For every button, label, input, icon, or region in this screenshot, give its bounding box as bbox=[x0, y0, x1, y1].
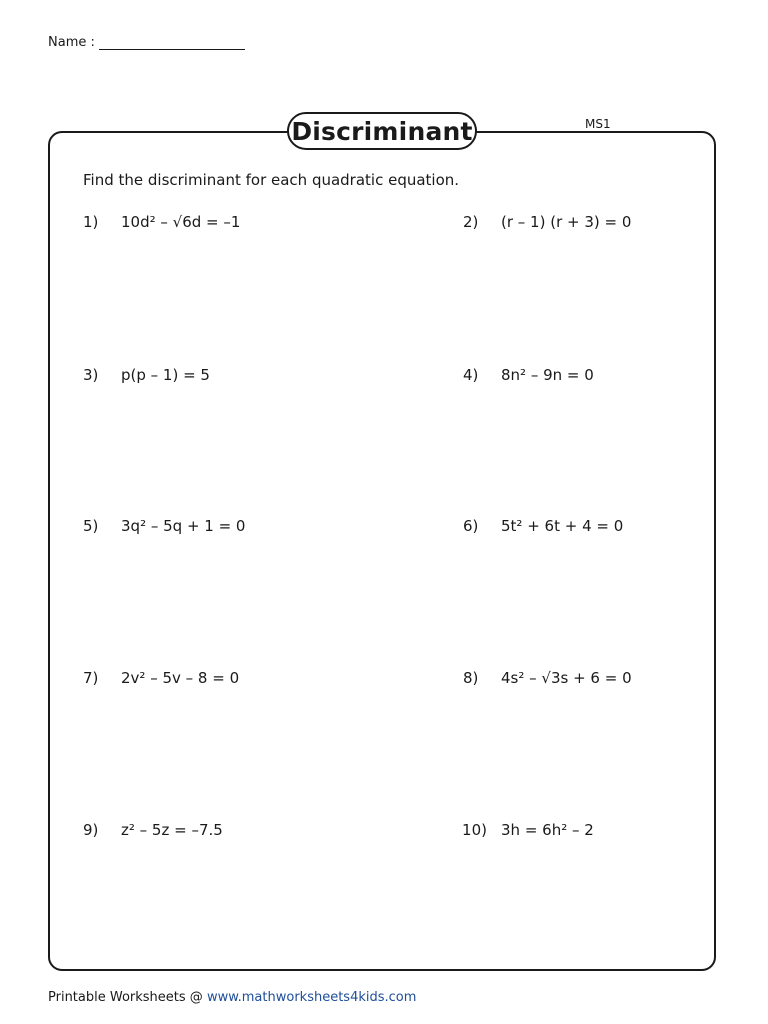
problem-number: 8) bbox=[463, 669, 479, 687]
problem-equation: 3h = 6h² – 2 bbox=[501, 821, 594, 839]
name-label: Name : bbox=[48, 35, 95, 50]
instructions: Find the discriminant for each quadratic equation. bbox=[83, 171, 460, 189]
problem-equation: 10d² – √6d = –1 bbox=[121, 213, 241, 231]
problem-number: 4) bbox=[463, 366, 479, 384]
name-field-row bbox=[48, 35, 245, 50]
problem-equation: p(p – 1) = 5 bbox=[121, 366, 210, 384]
name-input-line[interactable] bbox=[99, 35, 245, 50]
worksheet-code: MS1 bbox=[585, 117, 611, 131]
problem-equation: 3q² – 5q + 1 = 0 bbox=[121, 517, 246, 535]
problem-equation: (r – 1) (r + 3) = 0 bbox=[501, 213, 632, 231]
footer-link[interactable]: www.mathworksheets4kids.com bbox=[206, 990, 417, 1005]
problem-number: 6) bbox=[463, 517, 479, 535]
problem-number: 2) bbox=[463, 213, 479, 231]
title-text: Discriminant bbox=[291, 116, 473, 146]
worksheet-title bbox=[287, 112, 477, 150]
problem-equation: 8n² – 9n = 0 bbox=[501, 366, 594, 384]
worksheet-frame bbox=[48, 131, 716, 971]
problem-equation: 4s² – √3s + 6 = 0 bbox=[501, 669, 632, 687]
problem-equation: 2v² – 5v – 8 = 0 bbox=[121, 669, 240, 687]
problem-number: 1) bbox=[83, 213, 99, 231]
problem-number: 7) bbox=[83, 669, 99, 687]
problem-number: 3) bbox=[83, 366, 99, 384]
footer-label: Printable Worksheets @ bbox=[48, 990, 203, 1005]
problem-equation: 5t² + 6t + 4 = 0 bbox=[501, 517, 624, 535]
problem-number: 9) bbox=[83, 821, 99, 839]
problem-number: 5) bbox=[83, 517, 99, 535]
footer bbox=[48, 990, 416, 1005]
problem-equation: z² – 5z = –7.5 bbox=[121, 821, 223, 839]
problem-number: 10) bbox=[462, 821, 487, 839]
